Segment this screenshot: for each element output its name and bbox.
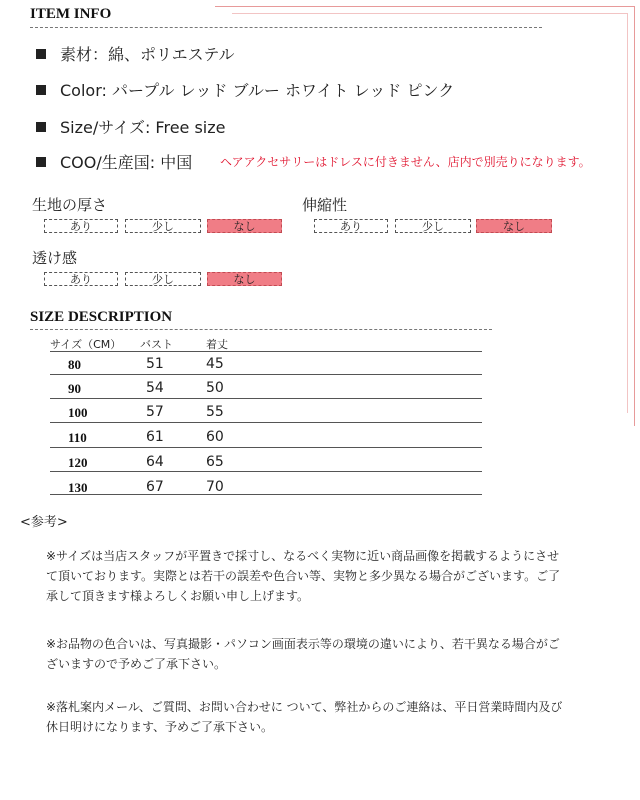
bullet-square-icon	[36, 49, 46, 59]
size-description-divider	[30, 329, 492, 330]
stretch-option-little: 少し	[395, 219, 471, 233]
spec-coo-text: COO/生産国: 中国	[60, 153, 193, 172]
spec-material-text: 素材：綿、ポリエステル	[60, 45, 235, 64]
item-info-title: ITEM INFO	[30, 6, 112, 22]
spec-coo	[36, 150, 192, 173]
table-row-length: 45	[206, 356, 224, 372]
spec-size-text: Size/サイズ: Free size	[60, 118, 226, 137]
table-row-bust: 57	[146, 404, 164, 420]
table-header-line	[50, 351, 482, 352]
table-row-length: 60	[206, 429, 224, 445]
spec-material	[36, 42, 235, 65]
bullet-square-icon	[36, 85, 46, 95]
table-row-line	[50, 398, 482, 399]
table-row-line	[50, 374, 482, 375]
header-bust: バスト	[140, 338, 173, 351]
sheer-option-none-selected: なし	[207, 272, 282, 286]
bullet-square-icon	[36, 122, 46, 132]
table-row-line	[50, 447, 482, 448]
item-info-divider	[30, 27, 542, 28]
table-row-bust: 64	[146, 454, 164, 470]
table-row-size: 120	[68, 455, 88, 470]
header-size: サイズ（CM）	[50, 338, 122, 351]
table-row-size: 110	[68, 430, 87, 445]
table-row-bust: 61	[146, 429, 164, 445]
table-row-bust: 54	[146, 380, 164, 396]
stretch-option-yes: あり	[314, 219, 388, 233]
table-row-bust: 67	[146, 479, 164, 495]
stretch-option-none-selected: なし	[476, 219, 552, 233]
table-row-length: 50	[206, 380, 224, 396]
size-description-title: SIZE DESCRIPTION	[30, 309, 173, 325]
decorative-frame-line-top-inner	[232, 13, 627, 14]
table-row-size: 80	[68, 357, 81, 372]
sheer-label: 透け感	[32, 249, 78, 267]
spec-color-text: Color: パープル レッド ブルー ホワイト レッド ピンク	[60, 81, 455, 100]
table-row-size: 100	[68, 405, 88, 420]
reference-paragraph: ※落札案内メール、ご質問、お問い合わせに ついて、弊社からのご連絡は、平日営業時間内及び休日明けになります、予めご了承下さい。	[46, 700, 563, 734]
reference-paragraph: ※サイズは当店スタッフが平置きで採寸し、なるべく実物に近い商品画像を掲載するようにさせて頂いております。実際とは若干の誤差や色合い等、実物と多少異なる場合がございます。ご了承して頂きます様よろしくお願い申し上げます。	[46, 549, 561, 603]
accessory-note: ヘアアクセサリーはドレスに付きません、店内で別売りになります。	[220, 155, 591, 169]
decorative-frame-line-top	[215, 6, 635, 7]
decorative-frame-line-side-inner	[627, 13, 628, 413]
stretch-label: 伸縮性	[302, 196, 348, 214]
spec-color	[36, 78, 454, 101]
table-row-length: 70	[206, 479, 224, 495]
reference-heading: <参考>	[20, 515, 68, 530]
thickness-label: 生地の厚さ	[32, 196, 108, 214]
table-row-line	[50, 422, 482, 423]
table-row-length: 55	[206, 404, 224, 420]
sheer-option-little: 少し	[125, 272, 201, 286]
table-row-bust: 51	[146, 356, 164, 372]
table-row-size: 130	[68, 480, 88, 495]
decorative-frame-line-side	[634, 6, 635, 426]
sheer-option-yes: あり	[44, 272, 118, 286]
thickness-option-little: 少し	[125, 219, 201, 233]
header-length: 着丈	[206, 338, 228, 351]
reference-paragraph: ※お品物の色合いは、写真撮影・パソコン画面表示等の環境の違いにより、若干異なる場合がございますので予めご了承下さい。	[46, 637, 560, 671]
table-row-line	[50, 471, 482, 472]
thickness-option-yes: あり	[44, 219, 118, 233]
table-row-length: 65	[206, 454, 224, 470]
table-row-size: 90	[68, 381, 81, 396]
spec-size	[36, 115, 226, 138]
table-row-line	[50, 494, 482, 495]
bullet-square-icon	[36, 157, 46, 167]
thickness-option-none-selected: なし	[207, 219, 282, 233]
